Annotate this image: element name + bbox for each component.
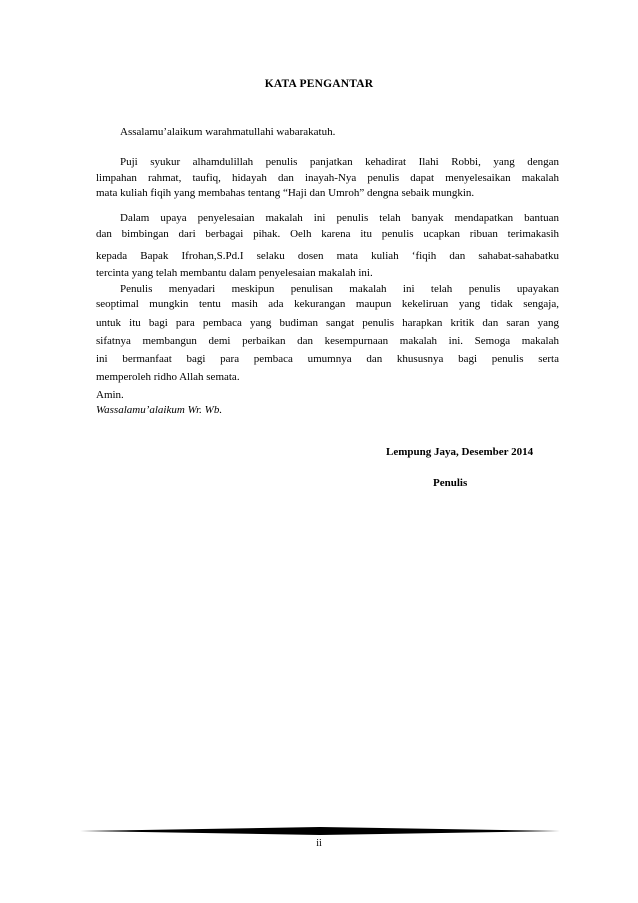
- paragraph2-line-3: kepada Bapak Ifrohan,S.Pd.I selaku dosen mata kuliah ‘fiqih dan sahabat-sahabatku: [96, 250, 559, 262]
- paragraph3-line-2: seoptimal mungkin tentu masih ada kekurangan maupun kekeliruan yang tidak sengaja,: [96, 298, 559, 310]
- paragraph3-line-3: untuk itu bagi para pembaca yang budiman sangat penulis harapkan kritik dan saran yang: [96, 317, 559, 329]
- signer-label: Penulis: [433, 477, 468, 489]
- paragraph2-line-4: tercinta yang telah membantu dalam penyelesaian makalah ini.: [96, 267, 373, 279]
- closing-salutation: Wassalamu’alaikum Wr. Wb.: [96, 404, 223, 416]
- paragraph2-line-1: Dalam upaya penyelesaian makalah ini penulis telah banyak mendapatkan bantuan: [120, 212, 559, 224]
- paragraph3-line-5: ini bermanfaat bagi para pembaca umumnya dan khususnya bagi penulis serta: [96, 353, 559, 365]
- paragraph3-line-1: Penulis menyadari meskipun penulisan makalah ini telah penulis upayakan: [120, 283, 559, 295]
- footer-divider: [80, 827, 560, 835]
- paragraph1-line-3: mata kuliah fiqih yang membahas tentang “Haji dan Umroh” dengna sebaik mungkin.: [96, 187, 475, 199]
- paragraph3-line-4: sifatnya membangun demi perbaikan dan kesempurnaan makalah ini. Semoga makalah: [96, 335, 559, 347]
- greeting: Assalamu’alaikum warahmatullahi wabarakatuh.: [120, 126, 336, 138]
- paragraph1-line-1: Puji syukur alhamdulillah penulis panjatkan kehadirat Ilahi Robbi, yang dengan: [120, 156, 559, 168]
- page-number: ii: [316, 838, 322, 849]
- paragraph1-line-2: limpahan rahmat, taufiq, hidayah dan inayah-Nya penulis dapat menyelesaikan makalah: [96, 172, 559, 184]
- place-date: Lempung Jaya, Desember 2014: [386, 446, 534, 458]
- amin-text: Amin.: [96, 389, 124, 401]
- paragraph2-line-2: dan bimbingan dari berbagai pihak. Oelh karena itu penulis ucapkan ribuan terimakasih: [96, 228, 559, 240]
- paragraph3-line-6: memperoleh ridho Allah semata.: [96, 371, 240, 383]
- footer-divider-shape: [80, 827, 560, 835]
- document-title: KATA PENGANTAR: [264, 78, 374, 90]
